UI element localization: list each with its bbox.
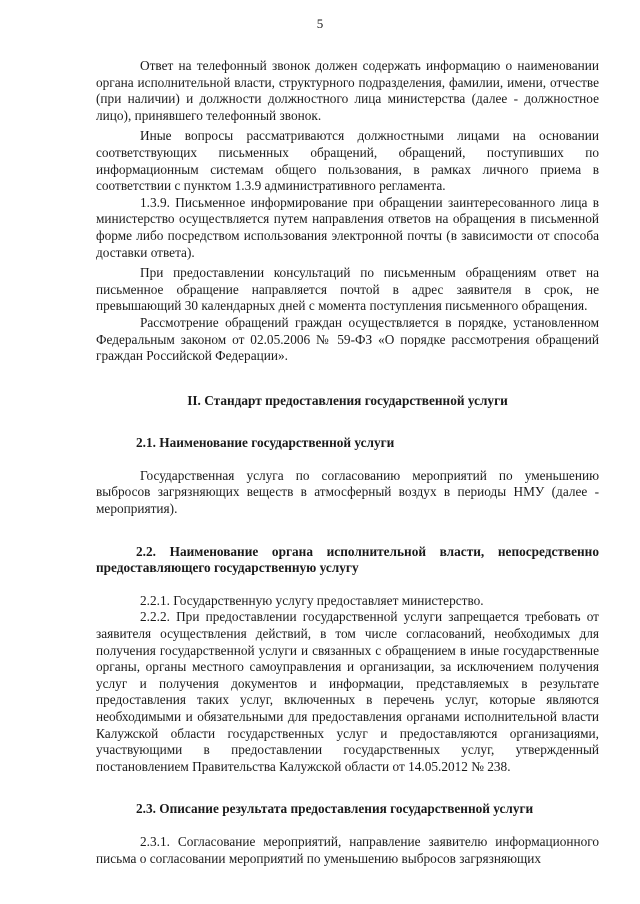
- paragraph: 2.2.1. Государственную услугу предоставляет министерство.: [140, 592, 484, 608]
- subsection-title-2-2: 2.2. Наименование органа исполнительной власти, непосредственно предоставляющего государственную услугу: [96, 543, 599, 576]
- paragraph: 1.3.9. Письменное информирование при обращении заинтересованного лица в министерство осуществляется путем направления ответов на обращения в письменной форме либо посредством использования электронной почты (в зависимости от способа доставки ответа).: [96, 194, 599, 260]
- paragraph: Иные вопросы рассматриваются должностными лицами на основании соответствующих письменных обращений, обращений, поступивших по информационным системам общего пользования, в рамках личного приема в соответствии с пунктом 1.3.9 административного регламента.: [96, 128, 599, 194]
- subsection-title-2-1: 2.1. Наименование государственной услуги: [136, 435, 395, 451]
- paragraph: Рассмотрение обращений граждан осуществляется в порядке, установленном Федеральным законом от 02.05.2006 № 59-ФЗ «О порядке рассмотрения обращений граждан Российской Федерации».: [96, 314, 599, 364]
- subsection-title-2-3: 2.3. Описание результата предоставления государственной услуги: [136, 801, 534, 817]
- paragraph: Ответ на телефонный звонок должен содержать информацию о наименовании органа исполнительной власти, структурного подразделения, фамилии, имени, отчестве (при наличии) и должности должностного лица министерства (далее - должностное лицо), принявшего телефонный звонок.: [96, 58, 599, 123]
- document-body: [96, 58, 599, 867]
- paragraph: При предоставлении консультаций по письменным обращениям ответ на письменное обращение направляется почтой в адрес заявителя в срок, не превышающий 30 календарных дней с момента поступления письменного обращения.: [96, 265, 599, 314]
- paragraph: 2.3.1. Согласование мероприятий, направление заявителю информационного письма о согласовании мероприятий по уменьшению выбросов загрязняющих: [96, 833, 599, 866]
- page-number: 5: [316, 16, 324, 31]
- paragraph: Государственная услуга по согласованию мероприятий по уменьшению выбросов загрязняющих веществ в атмосферный воздух в периоды НМУ (далее - мероприятия).: [96, 467, 599, 517]
- section-title: II. Стандарт предоставления государственной услуги: [187, 392, 508, 408]
- paragraph: 2.2.2. При предоставлении государственной услуги запрещается требовать от заявителя осуществления действий, в том числе согласований, необходимых для получения государственной услуги и связанных с обращением в иные государственные органы, органы местного самоуправления и организации, за исключением получения услуг и получения документов и информации, представляемых в результате предоставления таких услуг, включенных в перечень услуг, которые являются необходимыми и обязательными для предоставления органами исполнительной власти Калужской области государственных услуг и предоставляются организациями, участвующими в предоставлении государственных услуг, утвержденный постановлением Правительства Калужской области от 14.05.2012 № 238.: [96, 609, 599, 774]
